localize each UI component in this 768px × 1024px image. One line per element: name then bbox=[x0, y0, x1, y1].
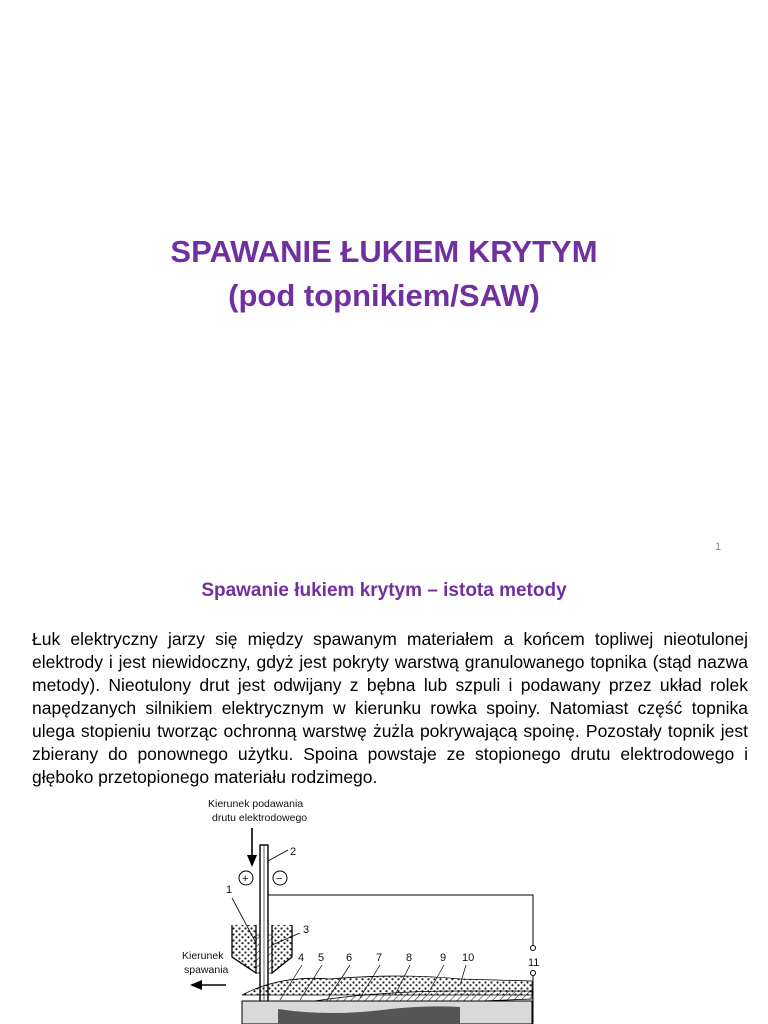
minus-terminal-icon bbox=[273, 871, 287, 885]
term: głęboko bbox=[32, 767, 94, 787]
feed-direction-label-2: drutu elektrodowego bbox=[212, 812, 308, 824]
text-run: lub szpuli i podawany przez bbox=[415, 675, 660, 695]
leader-2 bbox=[268, 850, 288, 861]
term: materiałem bbox=[406, 629, 494, 649]
label-10: 10 bbox=[462, 952, 475, 964]
term: warstwą bbox=[394, 652, 459, 672]
text-run: topnika ulega stopieniu bbox=[32, 698, 749, 741]
term: końcem bbox=[523, 629, 585, 649]
term: warstwę bbox=[302, 721, 367, 741]
label-2: 2 bbox=[290, 846, 297, 858]
slide-title bbox=[0, 230, 768, 318]
text-run: rolek bbox=[701, 675, 749, 695]
circuit-node-top bbox=[531, 946, 536, 951]
label-8: 8 bbox=[406, 952, 413, 964]
text-run bbox=[237, 629, 247, 649]
text-run: topnik jest zbierany do ponownego bbox=[32, 721, 748, 764]
saw-diagram-svg bbox=[160, 795, 580, 1024]
body-paragraph bbox=[32, 628, 748, 789]
text-run: przetopionego bbox=[93, 767, 214, 787]
term: napędzanych bbox=[32, 698, 137, 718]
plus-terminal-icon bbox=[239, 871, 253, 885]
text-run: silnikiem elektrycznym w kierunku rowka spoiny. Natomiast bbox=[136, 698, 638, 718]
term: spoinę bbox=[523, 721, 575, 741]
feed-direction-label-1: Kierunek podawania bbox=[208, 798, 304, 810]
text-run: nazwa metody). Nieotulony drut jest odwijany z bbox=[32, 652, 748, 695]
term: stąd bbox=[658, 652, 692, 672]
text-run: a bbox=[493, 629, 524, 649]
term: się bbox=[215, 629, 238, 649]
text-run: rodzimego. bbox=[285, 767, 378, 787]
label-1: 1 bbox=[226, 884, 233, 896]
page-number: 1 bbox=[714, 541, 722, 553]
term: materiału bbox=[213, 767, 286, 787]
term: między bbox=[247, 629, 303, 649]
text-run: . bbox=[574, 721, 586, 741]
label-3: 3 bbox=[303, 924, 310, 936]
saw-process-diagram bbox=[160, 795, 580, 1024]
plus-symbol: + bbox=[242, 873, 249, 885]
label-6: 6 bbox=[346, 952, 353, 964]
term: użytku bbox=[237, 744, 289, 764]
label-7: 7 bbox=[376, 952, 383, 964]
term: część bbox=[637, 698, 683, 718]
feed-arrow-icon bbox=[247, 828, 257, 867]
term: ochronną bbox=[223, 721, 297, 741]
label-5: 5 bbox=[318, 952, 325, 964]
term: pokrywającą bbox=[419, 721, 518, 741]
weld-direction-arrow-icon bbox=[190, 980, 226, 990]
text-run: spawanym bbox=[303, 629, 407, 649]
text-run: elektryczny jarzy bbox=[60, 629, 216, 649]
text-run: . Spoina powstaje ze stopionego drutu elektrodowego i bbox=[288, 744, 749, 764]
term: gdyż bbox=[256, 652, 294, 672]
text-run: jest pokryty bbox=[293, 652, 395, 672]
term: bębna bbox=[366, 675, 416, 695]
text-run: granulowanego topnika ( bbox=[458, 652, 659, 672]
term: tworząc bbox=[157, 721, 218, 741]
term: układ bbox=[659, 675, 702, 695]
circuit-wire-top bbox=[268, 895, 533, 945]
term-luk: Łuk bbox=[32, 629, 61, 649]
circuit-node-bottom bbox=[531, 971, 536, 976]
label-4: 4 bbox=[298, 952, 305, 964]
weld-direction-label-2: spawania bbox=[184, 964, 229, 976]
term: żużla bbox=[372, 721, 414, 741]
title-line-1: SPAWANIE ŁUKIEM KRYTYM bbox=[170, 234, 598, 269]
text-run: topliwej nieotulonej elektrody i jest niewidoczny, bbox=[32, 629, 748, 672]
minus-symbol: − bbox=[276, 873, 283, 885]
label-11: 11 bbox=[528, 957, 540, 969]
term: Pozostały bbox=[585, 721, 662, 741]
label-9: 9 bbox=[440, 952, 447, 964]
section-heading: Spawanie łukiem krytym – istota metody bbox=[201, 580, 567, 601]
title-line-2: (pod topnikiem/SAW) bbox=[228, 278, 540, 313]
weld-direction-label-1: Kierunek bbox=[182, 950, 224, 962]
